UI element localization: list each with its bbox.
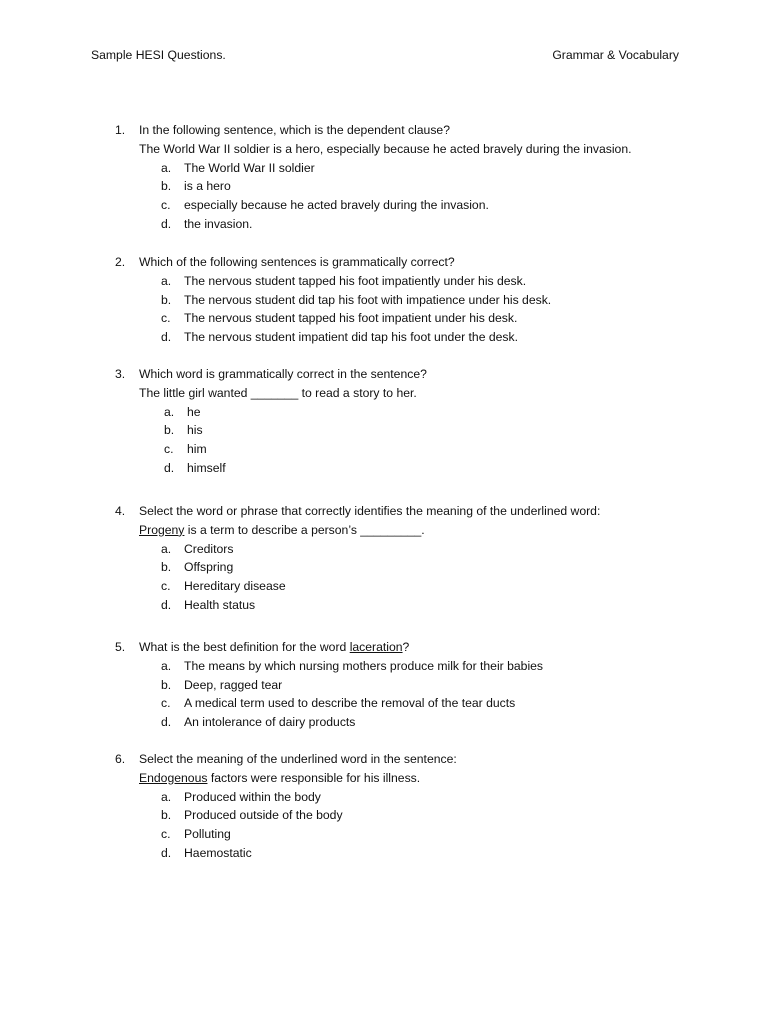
option-text: The nervous student did tap his foot with impatience under his desk.: [184, 292, 552, 307]
option-text: is a hero: [184, 179, 231, 194]
option-c: [0, 196, 770, 215]
option-b: [0, 421, 770, 440]
option-letter: a.: [161, 160, 172, 175]
option-text: him: [187, 442, 207, 457]
option-c: [0, 309, 770, 328]
option-d: [0, 215, 770, 234]
option-c: [0, 694, 770, 713]
option-text: Hereditary disease: [184, 579, 286, 594]
question-prompt: [139, 638, 409, 657]
option-text: A medical term used to describe the removal of the tear ducts: [184, 696, 516, 711]
context-rest: is a term to describe a person’s _________.: [184, 522, 425, 537]
option-text: The nervous student tapped his foot impatiently under his desk.: [184, 273, 527, 288]
option-a: [0, 159, 770, 178]
underlined-word: laceration: [349, 640, 403, 654]
option-letter: b.: [161, 560, 172, 575]
option-letter: a.: [161, 273, 172, 288]
option-letter: b.: [161, 292, 172, 307]
question-2: [0, 253, 770, 347]
option-text: Polluting: [184, 827, 231, 842]
option-letter: c.: [161, 198, 171, 213]
option-text: especially because he acted bravely during the invasion.: [184, 198, 489, 213]
option-a: [0, 788, 770, 807]
option-text: Health status: [184, 597, 256, 612]
option-letter: d.: [161, 216, 172, 231]
option-text: Produced within the body: [184, 789, 321, 804]
question-prompt: Which of the following sentences is grammatically correct?: [139, 255, 455, 269]
question-prompt: In the following sentence, which is the dependent clause?: [139, 123, 450, 137]
option-text: Haemostatic: [184, 845, 252, 860]
option-text: he: [187, 404, 201, 419]
question-3: [0, 365, 770, 478]
option-d: [0, 596, 770, 615]
option-letter: d.: [161, 597, 172, 612]
option-text: The World War II soldier: [184, 160, 315, 175]
question-context: The little girl wanted _______ to read a story to her.: [139, 385, 417, 400]
question-number: 1.: [115, 123, 126, 137]
header-title: Sample HESI Questions.: [91, 48, 226, 62]
option-a: [0, 272, 770, 291]
question-number: 5.: [115, 640, 126, 654]
option-b: [0, 558, 770, 577]
question-6: [0, 750, 770, 863]
option-d: [0, 844, 770, 863]
question-number: 2.: [115, 255, 126, 269]
underlined-word: Progeny: [139, 522, 185, 537]
option-text: An intolerance of dairy products: [184, 715, 356, 730]
prompt-before: What is the best definition for the word: [139, 640, 350, 654]
option-letter: c.: [161, 311, 171, 326]
option-letter: d.: [161, 715, 172, 730]
option-d: [0, 713, 770, 732]
option-a: [0, 540, 770, 559]
question-4: [0, 502, 770, 615]
question-prompt: Which word is grammatically correct in the sentence?: [139, 367, 427, 381]
option-text: Creditors: [184, 541, 234, 556]
option-letter: a.: [161, 789, 172, 804]
option-letter: b.: [164, 423, 175, 438]
question-number: 3.: [115, 367, 126, 381]
option-letter: d.: [164, 460, 175, 475]
option-b: [0, 676, 770, 695]
option-b: [0, 291, 770, 310]
option-text: The nervous student impatient did tap his foot under the desk.: [184, 330, 519, 345]
option-a: [0, 403, 770, 422]
option-text: the invasion.: [184, 216, 253, 231]
option-text: The means by which nursing mothers produce milk for their babies: [184, 658, 544, 673]
option-letter: a.: [164, 404, 175, 419]
option-b: [0, 177, 770, 196]
question-1: [0, 121, 770, 234]
option-c: [0, 825, 770, 844]
option-text: his: [187, 423, 203, 438]
option-letter: c.: [161, 696, 171, 711]
option-text: Offspring: [184, 560, 234, 575]
question-number: 4.: [115, 504, 126, 518]
option-text: The nervous student tapped his foot impatient under his desk.: [184, 311, 518, 326]
option-letter: b.: [161, 179, 172, 194]
option-letter: b.: [161, 808, 172, 823]
question-context: The World War II soldier is a hero, especially because he acted bravely during the invasion.: [139, 141, 632, 156]
question-number: 6.: [115, 752, 126, 766]
question-context: [139, 769, 420, 788]
context-rest: factors were responsible for his illness.: [207, 770, 421, 785]
option-d: [0, 328, 770, 347]
option-b: [0, 806, 770, 825]
option-letter: b.: [161, 677, 172, 692]
option-c: [0, 577, 770, 596]
underlined-word: Endogenous: [139, 770, 208, 785]
option-a: [0, 657, 770, 676]
question-prompt: Select the meaning of the underlined word in the sentence:: [139, 752, 457, 766]
prompt-after: ?: [402, 640, 410, 654]
option-text: Deep, ragged tear: [184, 677, 283, 692]
option-letter: c.: [161, 827, 171, 842]
option-d: [0, 459, 770, 478]
option-letter: c.: [161, 579, 171, 594]
option-letter: d.: [161, 845, 172, 860]
option-letter: d.: [161, 330, 172, 345]
option-letter: c.: [164, 442, 174, 457]
header-subject: Grammar & Vocabulary: [552, 48, 679, 62]
option-letter: a.: [161, 541, 172, 556]
option-text: Produced outside of the body: [184, 808, 343, 823]
option-c: [0, 440, 770, 459]
option-letter: a.: [161, 658, 172, 673]
option-text: himself: [187, 460, 226, 475]
question-context: [139, 521, 425, 540]
question-prompt: Select the word or phrase that correctly identifies the meaning of the underlined word:: [139, 504, 601, 518]
question-5: [0, 638, 770, 732]
